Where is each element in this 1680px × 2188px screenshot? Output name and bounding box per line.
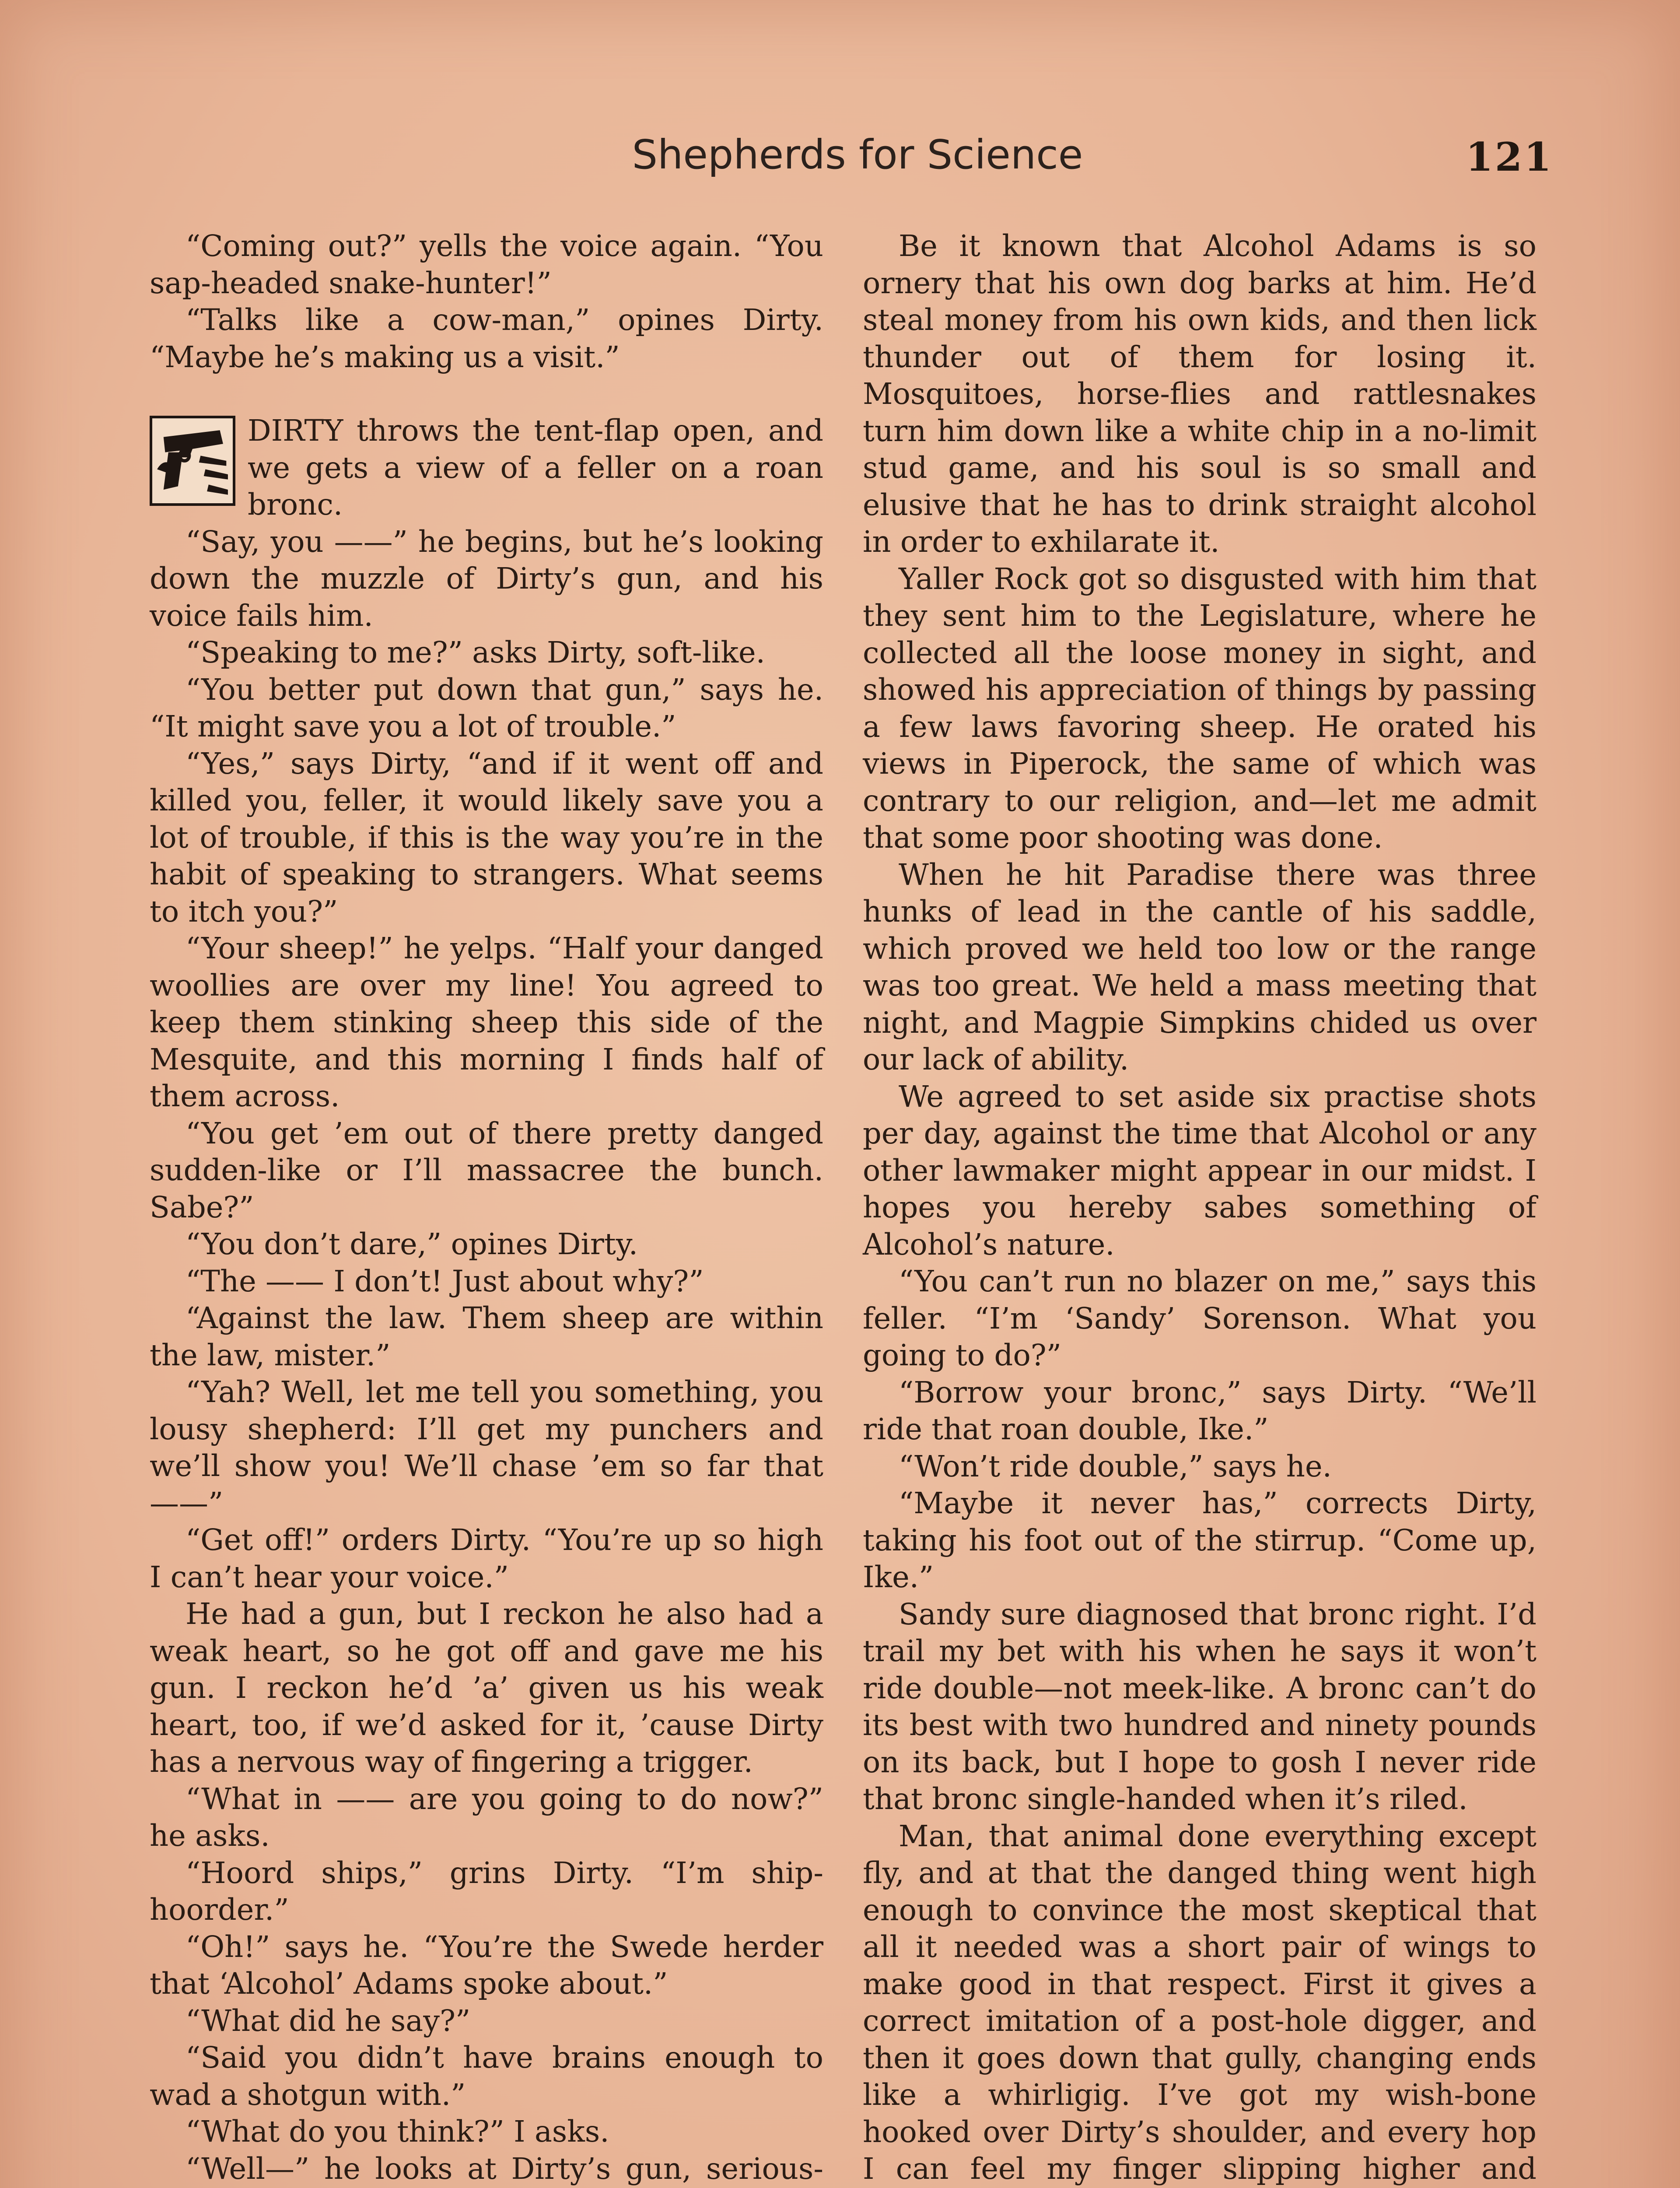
paragraph: He had a gun, but I reckon he also had a weak heart, so he got off and gave me his gun. I reckon he’d ’a’ given us his weak heart, too, if we’d asked for it, ’cause Dirty has a nervous way of fingering a trigger. [150, 1597, 823, 1779]
paragraph: “Get off!” orders Dirty. “You’re up so high I can’t hear your voice.” [150, 1523, 823, 1594]
paragraph: “Hoord ships,” grins Dirty. “I’m ship-hoorder.” [150, 1855, 823, 1927]
paragraph: “Well—” he looks at Dirty’s gun, serious- [186, 2151, 823, 2186]
drop-initial-block [150, 412, 823, 523]
paragraph: “You better put down that gun,” says he. “It might save you a lot of trouble.” [150, 672, 823, 743]
page-number: 121 [1466, 134, 1553, 180]
paragraph: “Yah? Well, let me tell you something, you lousy shepherd: I’ll get my punchers and we’ll show you! We’ll chase ’em so far that ——” [150, 1375, 823, 1520]
paragraph: “Say, you ——” he begins, but he’s looking down the muzzle of Dirty’s gun, and his voice fails him. [150, 524, 823, 633]
paragraph: Man, that animal done everything except fly, and at that the danged thing went high enough to convince the most skeptical that all it needed was a short pair of wings to make good in that respect. First it gives a correct imitation of a post-hole digger, and then it goes down that gully, changing ends like a whirligig. I’ve got my wish-bone hooked over Dirty’s shoulder, and every hop I can feel my finger slipping higher and [863, 1819, 1536, 2186]
right-column [863, 228, 1536, 2188]
running-title: Shepherds for Science [632, 131, 1083, 178]
paragraph: Yaller Rock got so disgusted with him that they sent him to the Legislature, where he collected all the loose money in sight, and showed his appreciation of things by passing a few laws favoring sheep. He orated his views in Piperock, the same of which was contrary to our religion, and—let me admit that some poor shooting was done. [863, 561, 1536, 855]
paragraph: “You don’t dare,” opines Dirty. [186, 1227, 638, 1261]
paragraph: “Maybe it never has,” corrects Dirty, taking his foot out of the stirrup. “Come up, Ike.” [863, 1486, 1536, 1594]
pistol-drawing [152, 418, 233, 503]
paragraph: “Speaking to me?” asks Dirty, soft-like. [186, 635, 765, 670]
paragraph: “Oh!” says he. “You’re the Swede herder that ‘Alcohol’ Adams spoke about.” [150, 1929, 823, 2001]
paragraph: “What do you think?” I asks. [186, 2114, 609, 2149]
paragraph: “Said you didn’t have brains enough to wad a shotgun with.” [150, 2041, 823, 2112]
paragraph: “You can’t run no blazer on me,” says this feller. “I’m ‘Sandy’ Sorenson. What you going to do?” [863, 1264, 1536, 1372]
section-break [150, 375, 823, 412]
paragraph: “Coming out?” yells the voice again. “You sap-headed snake-hunter!” [150, 229, 823, 300]
paragraph: Be it known that Alcohol Adams is so ornery that his own dog barks at him. He’d steal money from his own kids, and then lick thunder out of them for losing it. Mosquitoes, horse-flies and rattlesnakes turn him down like a white chip in a no-limit stud game, and his soul is so small and elusive that he has to drink straight alcohol in order to exhilarate it. [863, 229, 1536, 559]
paragraph: “Against the law. Them sheep are within the law, mister.” [150, 1301, 823, 1372]
paragraph: “Your sheep!” he yelps. “Half your danged woollies are over my line! You agreed to keep them stinking sheep this side of the Mesquite, and this morning I finds half of them across. [150, 931, 823, 1113]
paragraph: “What in —— are you going to do now?” he asks. [150, 1781, 823, 1853]
paragraph: “Talks like a cow-man,” opines Dirty. “Maybe he’s making us a visit.” [150, 303, 823, 374]
pistol-icon [150, 416, 235, 506]
paragraph: “Borrow your bronc,” says Dirty. “We’ll ride that roan double, Ike.” [863, 1375, 1536, 1446]
paragraph: “Yes,” says Dirty, “and if it went off and killed you, feller, it would likely save you a lot of trouble, if this is the way you’re in the habit of speaking to strangers. What seems to itch you?” [150, 746, 823, 929]
paragraph: “What did he say?” [186, 2003, 471, 2038]
paragraph: We agreed to set aside six practise shots per day, against the time that Alcohol or any other lawmaker might appear in our midst. I hopes you hereby sabes something of Alcohol’s nature. [863, 1079, 1536, 1262]
drop-paragraph: DIRTY throws the tent-flap open, and we gets a view of a feller on a roan bronc. [248, 414, 823, 522]
paragraph: “The —— I don’t! Just about why?” [186, 1264, 704, 1298]
paragraph: “Won’t ride double,” says he. [899, 1449, 1332, 1483]
left-column [150, 228, 823, 2188]
paragraph: When he hit Paradise there was three hunks of lead in the cantle of his saddle, which proved we held too low or the range was too great. We held a mass meeting that night, and Magpie Simpkins chided us over our lack of ability. [863, 857, 1536, 1076]
paragraph: “You get ’em out of there pretty danged sudden-like or I’ll massacree the bunch. Sabe?” [150, 1116, 823, 1224]
paragraph: Sandy sure diagnosed that bronc right. I’d trail my bet with his when he says it won’t ride double—not meek-like. A bronc can’t do its best with two hundred and ninety pounds on its back, but I hope to gosh I never ride that bronc single-handed when it’s riled. [863, 1597, 1536, 1816]
